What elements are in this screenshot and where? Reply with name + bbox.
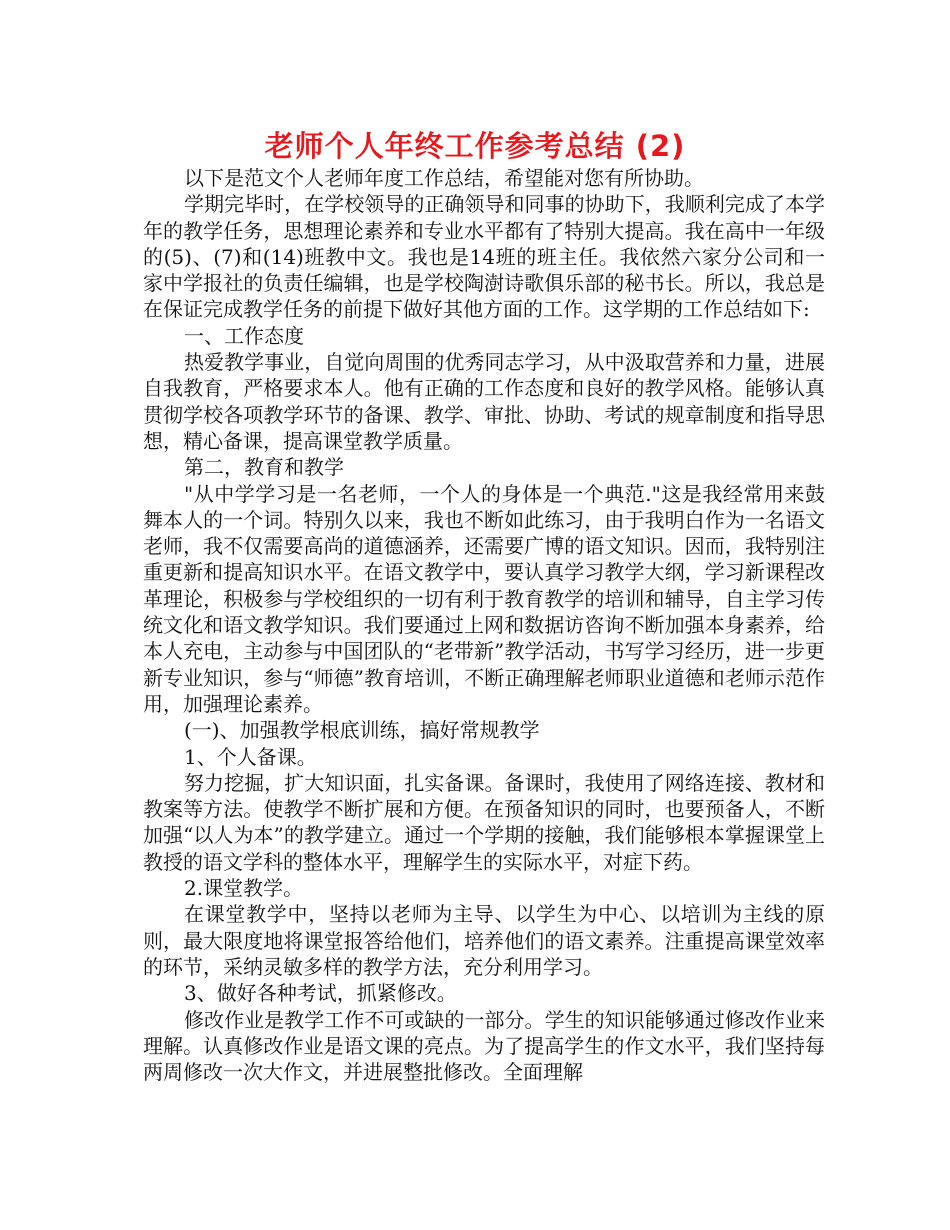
- heading-basic-training: (一)、加强教学根底训练，搞好常规教学: [184, 718, 540, 743]
- paragraph-lesson-prep: 努力挖掘，扩大知识面，扎实备课。备课时，我使用了网络连接、教材和教案等方法。使教学不断扩展和方便。在预备知识的同时，也要预备人，不断加强“以人为本”的教学建立。通过一个学期的接触，我们能够根本掌握课堂上教授的语文学科的整体水平，理解学生的实际水平，对症下药。: [143, 770, 825, 874]
- paragraph-summary: 学期完毕时，在学校领导的正确领导和同事的协助下，我顺利完成了本学年的教学任务，思想理论素养和专业水平都有了特别大提高。我在高中一年级的(5)、(7)和(14)班教中文。我也是14班的班主任。我依然六家分公司和一家中学报社的负责任编辑，也是学校陶澍诗歌俱乐部的秘书长。所以，我总是在保证完成教学任务的前提下做好其他方面的工作。这学期的工作总结如下:: [143, 192, 825, 322]
- paragraph-intro: 以下是范文个人老师年度工作总结，希望能对您有所协助。: [184, 166, 704, 190]
- paragraph-education-teaching: "从中学学习是一名老师，一个人的身体是一个典范."这是我经常用来鼓舞本人的一个词。特别久以来，我也不断如此练习，由于我明白作为一名语文老师，我不仅需要高尚的道德涵养，还需要广博的语文知识。因而，我特别注重更新和提高知识水平。在语文教学中，要认真学习教学大纲，学习新课程改革理论，积极参与学校组织的一切有利于教育教学的培训和辅导，自主学习传统文化和语文教学知识。我们要通过上网和数据访咨询不断加强本身素养，给本人充电，主动参与中国团队的“老带新”教学活动，书写学习经历，进一步更新专业知识，参与“师德”教育培训，不断正确理解老师职业道德和老师示范作用，加强理论素养。: [143, 481, 825, 716]
- paragraph-homework: 修改作业是教学工作不可或缺的一部分。学生的知识能够通过修改作业来理解。认真修改作业是语文课的亮点。为了提高学生的作文水平，我们坚持每两周修改一次大作文，并进展整批修改。全面理解: [143, 1007, 825, 1085]
- document-title: 老师个人年终工作参考总结 (2): [264, 129, 686, 163]
- heading-work-attitude: 一、工作态度: [184, 323, 304, 348]
- heading-education-teaching: 第二，教育和教学: [184, 455, 344, 480]
- heading-classroom-teaching: 2.课堂教学。: [184, 876, 304, 901]
- heading-exams: 3、做好各种考试，抓紧修改。: [184, 981, 457, 1006]
- document-body: [143, 165, 825, 1085]
- paragraph-work-attitude: 热爱教学事业，自觉向周围的优秀同志学习，从中汲取营养和力量，进展自我教育，严格要求本人。他有正确的工作态度和良好的教学风格。能够认真贯彻学校各项教学环节的备课、教学、审批、协助、考试的规章制度和指导思想，精心备课，提高课堂教学质量。: [143, 350, 825, 453]
- heading-lesson-prep: 1、个人备课。: [184, 744, 317, 769]
- paragraph-classroom-teaching: 在课堂教学中，坚持以老师为主导、以学生为中心、以培训为主线的原则，最大限度地将课堂报答给他们，培养他们的语文素养。注重提高课堂效率的环节，采纳灵敏多样的教学方法，充分利用学习。: [143, 902, 825, 979]
